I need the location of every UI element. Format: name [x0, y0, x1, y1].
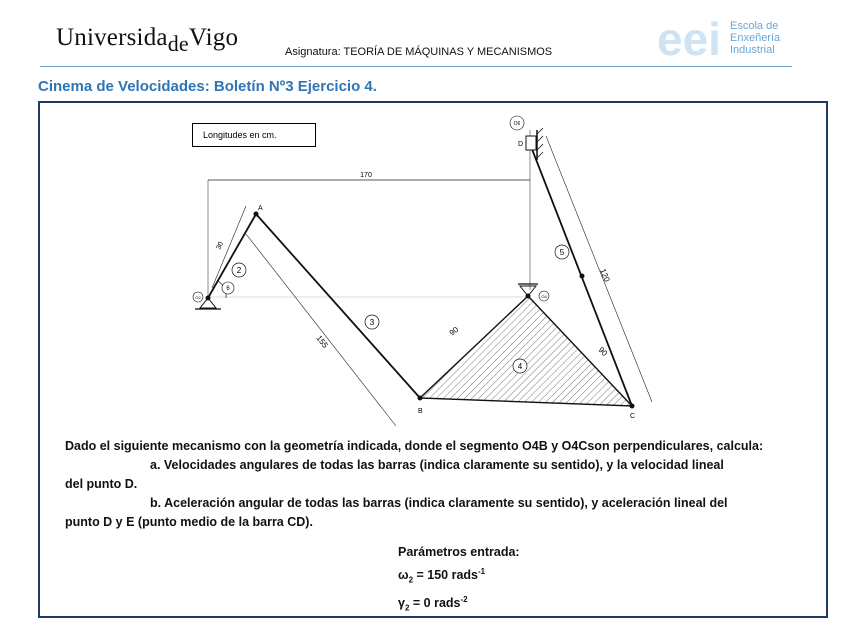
- school-logo-letters: eei: [657, 17, 721, 61]
- statement-item-b-continued: punto D y E (punto medio de la barra CD).: [65, 515, 313, 529]
- statement-item-a: a. Velocidades angulares de todas las barras (indica claramente su sentido), y la velocidad lineal: [150, 458, 724, 472]
- params-heading: Parámetros entrada:: [398, 545, 520, 559]
- slider-block: [526, 136, 536, 150]
- page-title: Cinema de Velocidades: Boletín Nº3 Ejercicio 4.: [38, 78, 377, 95]
- statement-item-a-continued: del punto D.: [65, 477, 138, 491]
- dimension-label-90-left: 90: [447, 325, 461, 338]
- omega-subscript: 2: [408, 575, 414, 585]
- statement-intro: Dado el siguiente mecanismo con la geometría indicada, donde el segmento O4B y O4Cson perpendiculares, calcula:: [65, 439, 764, 453]
- joint-e-midpoint: [580, 274, 585, 279]
- units-legend: Longitudes en cm.: [192, 123, 316, 147]
- header-divider: [40, 66, 792, 67]
- dimension-label-30: 30: [215, 240, 226, 251]
- link-label-2: 2: [236, 266, 242, 275]
- gamma-subscript: 2: [404, 603, 410, 613]
- omega-symbol: ω: [398, 568, 409, 583]
- param-omega: [398, 562, 520, 590]
- university-logo: [56, 24, 239, 56]
- label-point-c: C: [630, 413, 636, 420]
- school-name-line-1: Escola de: [730, 20, 779, 32]
- gamma-value: = 0 rads: [409, 595, 461, 610]
- link-label-3: 3: [369, 318, 375, 327]
- dimension-line-155: [246, 234, 396, 426]
- school-name-line-3: Industrial: [730, 44, 775, 56]
- gamma-symbol: γ: [398, 595, 405, 610]
- omega-exponent: -1: [478, 567, 486, 576]
- omega-value: = 150 rads: [413, 568, 478, 583]
- slider-guide-hatch: [537, 152, 543, 158]
- label-point-a: A: [258, 205, 263, 212]
- school-name-line-2: Enxeñería: [730, 32, 781, 44]
- label-pivot-o6: O6: [513, 121, 521, 127]
- university-logo-end: Vigo: [188, 24, 239, 51]
- slider-guide-hatch: [537, 128, 543, 134]
- dimension-label-90-right: 90: [596, 345, 610, 358]
- dimension-label-155: 155: [314, 333, 330, 350]
- param-gamma: [398, 590, 520, 618]
- label-pivot-o2: O2: [195, 295, 201, 300]
- link-label-5: 5: [559, 248, 565, 257]
- university-logo-main: Universida: [56, 24, 168, 51]
- link-3-coupler: [256, 214, 420, 398]
- dimension-label-120: 120: [598, 267, 612, 284]
- label-point-b: B: [418, 408, 423, 415]
- slider-guide-hatch: [537, 136, 543, 142]
- label-point-d: D: [518, 141, 524, 148]
- label-pivot-o4: O4: [541, 294, 547, 299]
- link-label-6: 6: [226, 286, 230, 292]
- joint-b: [418, 396, 423, 401]
- joint-o4: [526, 294, 531, 299]
- gamma-exponent: -2: [460, 594, 468, 604]
- mechanism-diagram: [40, 103, 826, 433]
- problem-statement: [65, 437, 810, 532]
- dimension-label-170: 170: [360, 172, 372, 179]
- school-name: [730, 20, 780, 56]
- input-parameters: [398, 543, 520, 617]
- joint-c: [630, 404, 635, 409]
- joint-o2: [206, 296, 211, 301]
- slider-guide-hatch: [537, 144, 543, 150]
- statement-item-b: b. Aceleración angular de todas las barras (indica claramente su sentido), y aceleración lineal del: [150, 496, 728, 510]
- joint-a: [254, 212, 259, 217]
- link-label-4: 4: [517, 362, 523, 371]
- subject-line: Asignatura: TEORÍA DE MÁQUINAS Y MECANISMOS: [285, 46, 553, 58]
- university-logo-sub: de: [167, 31, 189, 56]
